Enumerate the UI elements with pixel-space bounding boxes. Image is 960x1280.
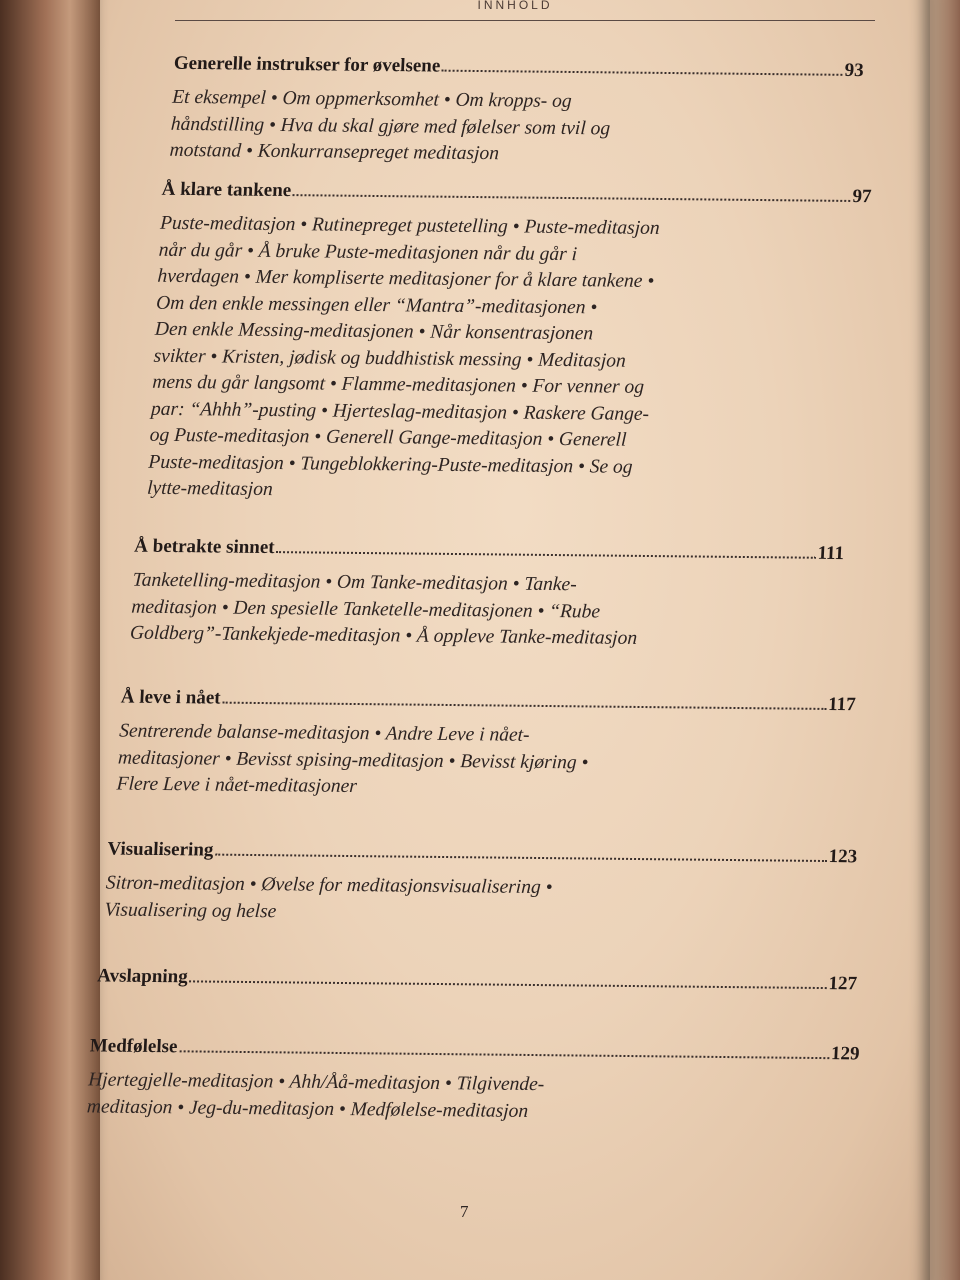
toc-heading-title: Medfølelse bbox=[89, 1035, 178, 1058]
toc-entries bbox=[146, 211, 870, 510]
toc-leader-dots bbox=[442, 69, 842, 76]
toc-heading-page: 93 bbox=[844, 59, 865, 82]
running-head: INNHOLD bbox=[477, 0, 553, 12]
toc-entry-line: lytte-meditasjon bbox=[146, 477, 274, 501]
toc-heading bbox=[120, 687, 856, 721]
toc-entry-line: motstand • Konkurransepreget meditasjon bbox=[169, 139, 500, 165]
table-of-contents bbox=[35, 0, 929, 1280]
toc-entries bbox=[86, 1067, 858, 1128]
page-number: 7 bbox=[460, 1202, 469, 1221]
toc-entry-line: Flere Leve i nået-meditasjoner bbox=[116, 773, 358, 798]
toc-leader-dots bbox=[293, 193, 850, 202]
toc-entry-line: svikter • Kristen, jødisk og buddhistisk messing • Meditasjon bbox=[153, 345, 627, 372]
toc-entry-line: når du går • Å bruke Puste-meditasjonen når du går i bbox=[158, 239, 578, 265]
toc-entry-line: par: “Ahhh”-pusting • Hjerteslag-meditasjon • Raskere Gange- bbox=[150, 398, 650, 425]
toc-heading-page: 111 bbox=[817, 542, 845, 565]
toc-leader-dots bbox=[215, 853, 826, 862]
toc-heading-title: Å leve i nået bbox=[120, 686, 222, 709]
toc-heading-page: 97 bbox=[851, 185, 872, 208]
toc-entry-line: mens du går langsomt • Flamme-meditasjonen • For venner og bbox=[151, 371, 645, 398]
toc-heading-title: Generelle instrukser for øvelsene bbox=[173, 52, 441, 77]
toc-heading bbox=[97, 965, 858, 999]
toc-heading-title: Avslapning bbox=[96, 965, 189, 988]
toc-entry-line: Goldberg”-Tankekjede-meditasjon • Å oppleve Tanke-meditasjon bbox=[129, 622, 638, 649]
toc-section-leve-i-naaet bbox=[116, 687, 856, 806]
toc-entry-line: Om den enkle messingen eller “Mantra”-meditasjonen • bbox=[155, 292, 598, 318]
toc-heading-title: Å betrakte sinnet bbox=[133, 535, 276, 559]
toc-entries bbox=[169, 85, 863, 172]
toc-heading bbox=[134, 536, 845, 569]
toc-entry-line: meditasjon • Jeg-du-meditasjon • Medfølelse-meditasjon bbox=[86, 1095, 529, 1122]
toc-heading-title: Å klare tankene bbox=[161, 178, 292, 202]
toc-section-klare-tankene bbox=[146, 179, 871, 510]
toc-heading-page: 127 bbox=[827, 973, 858, 995]
toc-entry-line: håndstilling • Hva du skal gjøre med følelser som tvil og bbox=[170, 113, 611, 139]
toc-heading bbox=[107, 838, 858, 872]
toc-heading bbox=[161, 179, 872, 212]
toc-leader-dots bbox=[179, 1049, 829, 1059]
toc-entry-line: Tanketelling-meditasjon • Om Tanke-meditasjon • Tanke- bbox=[132, 569, 578, 596]
toc-entry-line: meditasjoner • Bevisst spising-meditasjon • Bevisst kjøring • bbox=[117, 747, 589, 773]
toc-entries bbox=[116, 719, 855, 806]
toc-heading bbox=[173, 53, 864, 86]
toc-entry-line: Visualisering og helse bbox=[104, 898, 277, 922]
toc-entry-line: Hjertegjelle-meditasjon • Ahh/Åå-meditasjon • Tilgivende- bbox=[87, 1069, 545, 1096]
toc-entry-line: og Puste-meditasjon • Generell Gange-meditasjon • Generell bbox=[149, 424, 627, 451]
toc-section-avslapning bbox=[97, 965, 858, 999]
toc-entry-line: meditasjon • Den spesielle Tanketelle-meditasjonen • “Rube bbox=[130, 596, 601, 623]
toc-section-betrakte-sinnet bbox=[129, 536, 844, 655]
toc-heading-title: Visualisering bbox=[107, 838, 214, 861]
toc-leader-dots bbox=[222, 701, 826, 710]
toc-entry-line: Sentrerende balanse-meditasjon • Andre Leve i nået- bbox=[118, 720, 531, 746]
book-page bbox=[86, 0, 930, 1280]
toc-section-generelle-instrukser bbox=[169, 53, 864, 172]
toc-leader-dots bbox=[189, 979, 826, 989]
toc-entry-line: Sitron-meditasjon • Øvelse for meditasjonsvisualisering • bbox=[105, 872, 553, 899]
toc-section-visualisering bbox=[104, 838, 858, 931]
toc-entries bbox=[129, 568, 843, 655]
toc-entry-line: Puste-meditasjon • Tungeblokkering-Puste-meditasjon • Se og bbox=[147, 451, 634, 478]
toc-heading-page: 117 bbox=[827, 693, 857, 716]
toc-entry-line: Et eksempel • Om oppmerksomhet • Om kropps- og bbox=[171, 86, 573, 112]
toc-entry-line: hverdagen • Mer kompliserte meditasjoner for å klare tankene • bbox=[157, 265, 655, 292]
toc-entry-line: Puste-meditasjon • Rutinepreget pustetelling • Puste-meditasjon bbox=[159, 212, 661, 239]
toc-heading-page: 123 bbox=[828, 846, 858, 868]
toc-leader-dots bbox=[276, 550, 815, 559]
toc-heading-page: 129 bbox=[830, 1043, 861, 1065]
toc-entries bbox=[104, 870, 856, 931]
toc-entry-line: Den enkle Messing-meditasjonen • Når konsentrasjonen bbox=[154, 318, 594, 345]
toc-section-medfoelelse bbox=[86, 1035, 860, 1128]
toc-heading bbox=[89, 1035, 860, 1069]
